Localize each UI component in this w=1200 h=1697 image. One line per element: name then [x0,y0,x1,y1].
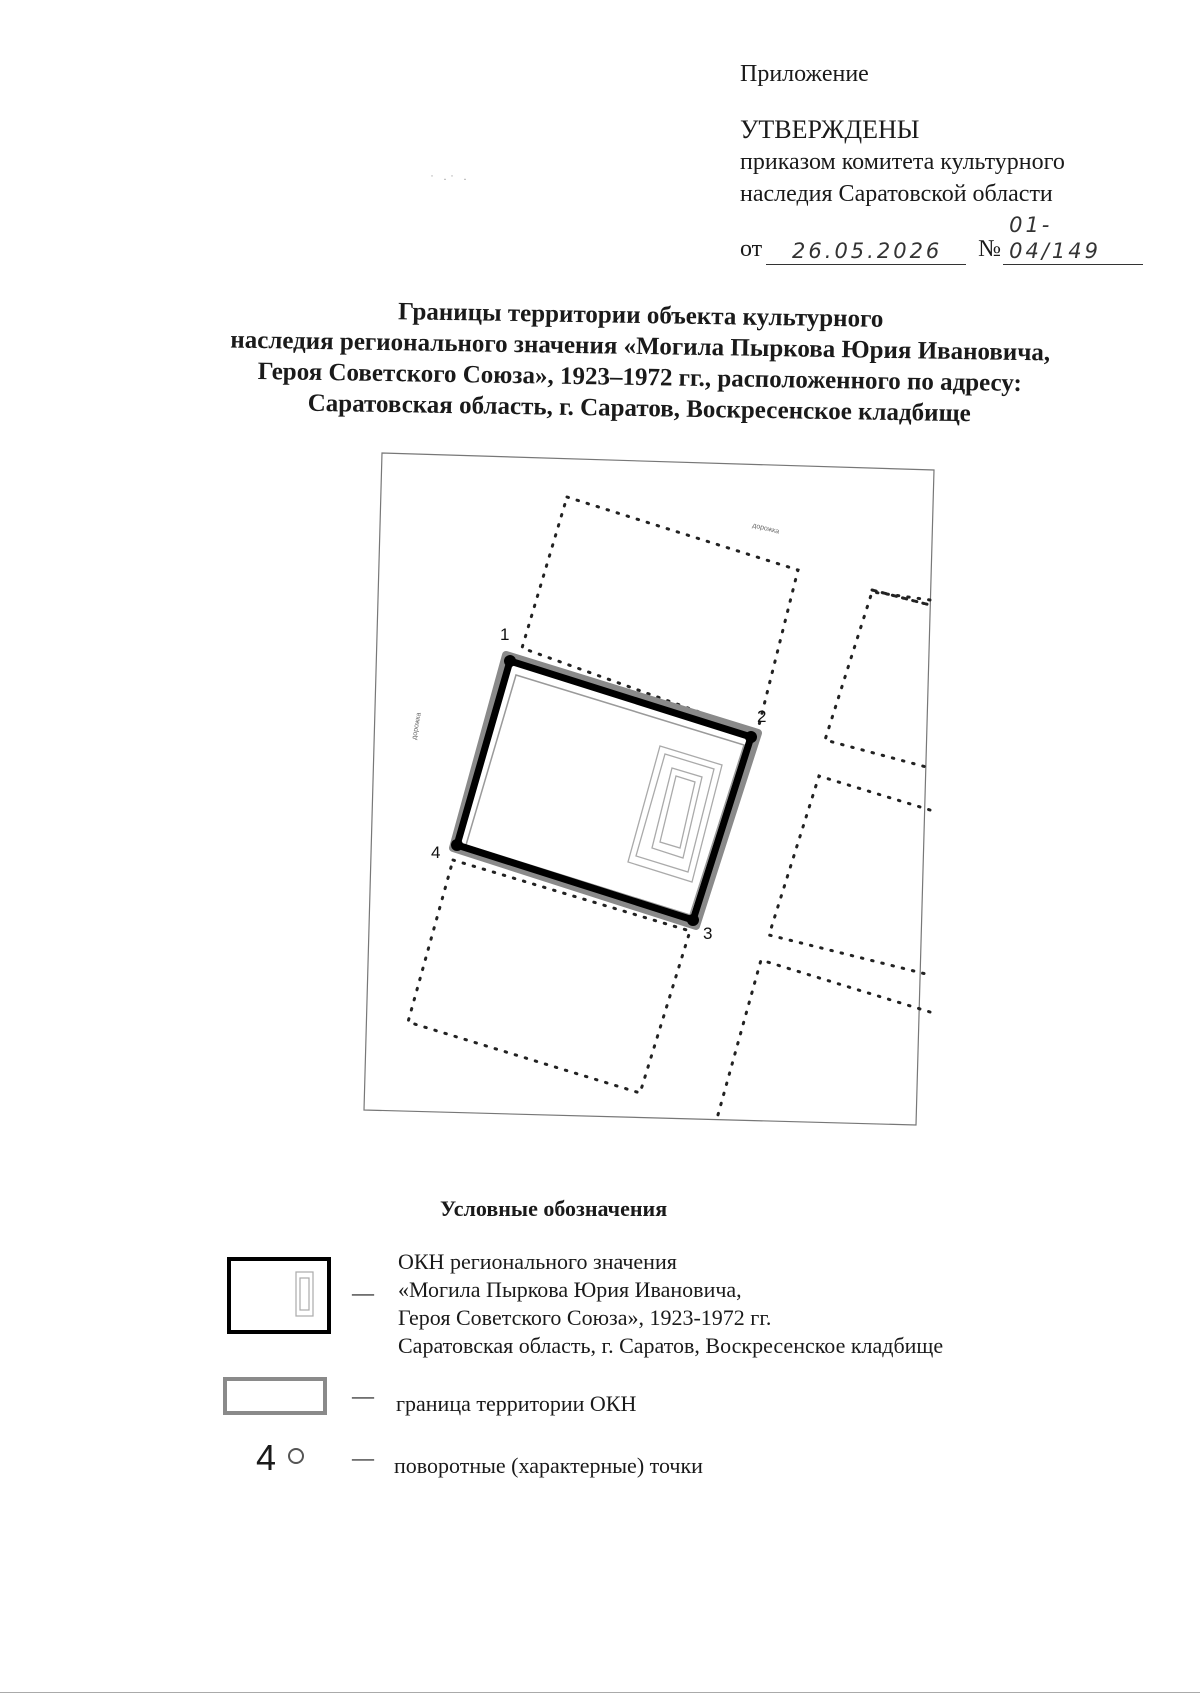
inner-outline [466,675,744,915]
legend-okn-line-4: Саратовская область, г. Саратов, Воскресенское кладбище [398,1333,944,1358]
legend-okn-text [398,1248,943,1360]
legend-dash-points: — [352,1445,374,1470]
vertex-1 [504,655,516,667]
approved-label: УТВЕРЖДЕНЫ [740,115,920,144]
title-line-2: наследия регионального значения «Могила Пыркова Юрия Ивановича, [230,326,1051,367]
road-label-left: дорожка [411,712,423,741]
legend-title: Условные обозначения [440,1196,668,1221]
point-label-3: 3 [703,924,713,943]
vertex-2 [745,731,757,743]
number-prefix: № [978,236,1002,262]
date-prefix: от [740,236,763,262]
scan-edge-line [0,1692,1200,1693]
plot-east-1 [825,592,930,768]
vertex-3 [687,914,699,926]
title-line-1: Границы территории объекта культурного [397,298,884,333]
okn-object-outline [457,661,751,920]
legend-point-example: 4 [256,1437,277,1478]
map-frame [364,453,934,1125]
plot-south [408,860,690,1093]
plot-north [522,497,798,733]
vertex-4 [451,839,463,851]
legend-dash-okn: — [352,1280,374,1305]
plot-outlines [408,497,930,1122]
order-line-2: наследия Саратовской области [740,181,1053,207]
appendix-label: Приложение [740,61,869,87]
point-label-1: 1 [500,625,510,644]
legend-dash-boundary: — [352,1383,374,1408]
point-label-4: 4 [431,843,441,862]
plot-east-2 [769,776,930,975]
legend-okn-line-1: ОКН регионального значения [398,1249,677,1274]
plot-east-3 [716,960,930,1122]
legend-points-text: поворотные (характерные) точки [394,1453,703,1478]
title-line-3: Героя Советского Союза», 1923–1972 гг., расположенного по адресу: [257,357,1023,397]
handwritten-number: 01-04/149 [1003,212,1143,265]
legend-okn-line-2: «Могила Пыркова Юрия Ивановича, [398,1277,742,1302]
scan-artifact: ˙ ·˙ · [430,172,470,186]
legend-okn-line-3: Героя Советского Союза», 1923-1972 гг. [398,1305,772,1330]
title-line-4: Саратовская область, г. Саратов, Воскресенское кладбище [307,389,971,428]
plot-ne-edge [872,590,930,605]
order-line-1: приказом комитета культурного [740,149,1065,175]
legend-symbol-boundary [225,1379,325,1413]
legend-boundary-text: граница территории ОКН [396,1391,637,1416]
legend-symbol-okn [229,1259,329,1332]
legend-symbol-point [289,1449,303,1463]
handwritten-date: 26.05.2026 [766,238,966,265]
point-label-2: 2 [757,707,767,726]
road-label-top: дорожка [751,522,780,536]
